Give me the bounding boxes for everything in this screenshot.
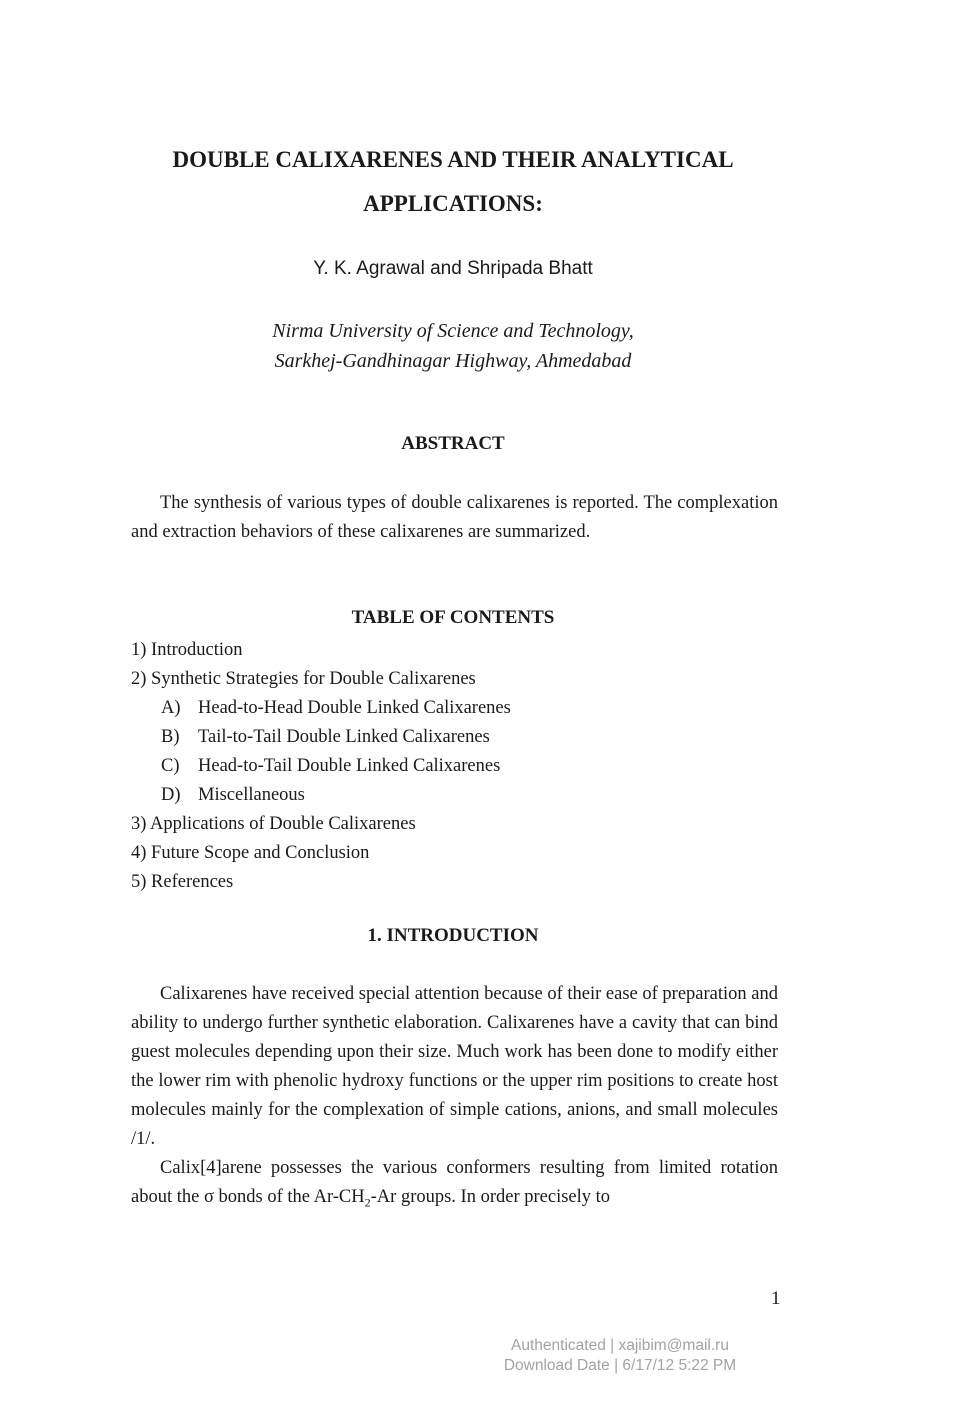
abstract-text: The synthesis of various types of double calixarenes is reported. The complexation and extraction behaviors of these calixarenes are summarized. bbox=[131, 493, 778, 542]
toc-item-applications: 3) Applications of Double Calixarenes bbox=[131, 814, 416, 834]
download-watermark bbox=[480, 1336, 760, 1376]
toc-heading: TABLE OF CONTENTS bbox=[351, 607, 555, 628]
toc-subitem-miscellaneous: D) Miscellaneous bbox=[161, 785, 305, 805]
affiliation-line-1: Nirma University of Science and Technology, bbox=[272, 320, 634, 342]
toc-item-introduction: 1) Introduction bbox=[131, 640, 243, 660]
affiliation bbox=[100, 316, 806, 376]
introduction-heading: 1. INTRODUCTION bbox=[367, 925, 539, 946]
paper-title bbox=[100, 138, 806, 226]
toc-item-synthetic-strategies: 2) Synthetic Strategies for Double Calixarenes bbox=[131, 669, 476, 689]
toc-item-future-scope: 4) Future Scope and Conclusion bbox=[131, 843, 370, 863]
title-line-2: APPLICATIONS: bbox=[363, 191, 543, 216]
toc-subitem-tail-to-tail: B) Tail-to-Tail Double Linked Calixarenes bbox=[161, 727, 490, 747]
abstract-heading: ABSTRACT bbox=[401, 433, 505, 454]
toc-item-references: 5) References bbox=[131, 872, 234, 892]
page-number: 1 bbox=[771, 1288, 781, 1309]
watermark-line-2: Download Date | 6/17/12 5:22 PM bbox=[503, 1357, 737, 1374]
toc-subitem-head-to-head: A) Head-to-Head Double Linked Calixarenes bbox=[161, 698, 511, 718]
toc-subitem-head-to-tail: C) Head-to-Tail Double Linked Calixarenes bbox=[161, 756, 501, 776]
affiliation-line-2: Sarkhej-Gandhinagar Highway, Ahmedabad bbox=[274, 350, 632, 372]
table-of-contents bbox=[131, 636, 511, 897]
title-line-1: DOUBLE CALIXARENES AND THEIR ANALYTICAL bbox=[172, 147, 734, 172]
introduction-paragraph-2: Calix[4]arene possesses the various conformers resulting from limited rotation about the σ bonds of the $Ar-CH_2-Ar$ groups. In order precisely to bbox=[131, 1158, 778, 1210]
introduction-paragraph-1: Calixarenes have received special attention because of their ease of preparation and ability to undergo further synthetic elaboration. Calixarenes have a cavity that can bind guest molecules depending upon their size. Much work has been done to modify either the lower rim with phenolic hydroxy functions or the upper rim positions to create host molecules mainly for the complexation of simple cations, anions, and small molecules /1/. bbox=[131, 984, 778, 1149]
watermark-line-1: Authenticated | xajibim@mail.ru bbox=[511, 1337, 729, 1354]
authors: Y. K. Agrawal and Shripada Bhatt bbox=[313, 258, 593, 279]
